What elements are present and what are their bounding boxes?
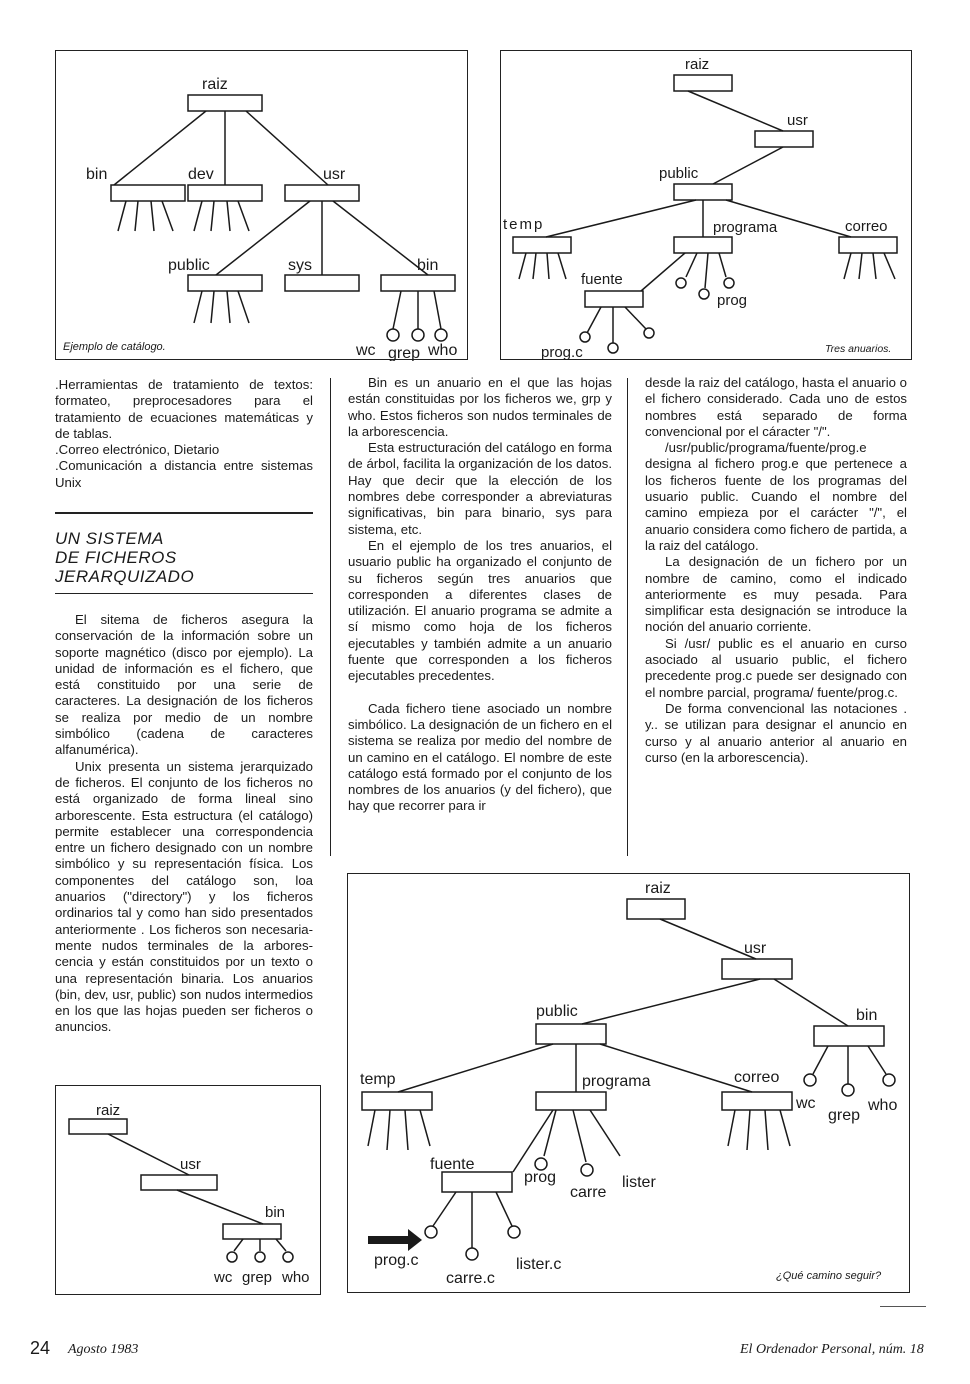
paragraph: El sitema de ficheros asegura la conservación de la información sobre un soporte magnético (disco por ejemplo). La unidad de información es el fichero, que está constituido por una serie de caracteres. La designación de los ficheros se realiza por medio de un nombre simbólico (cadena de caracteres alfanumérica). xyxy=(55,612,313,758)
leaf-label-carre-c: carre.c xyxy=(446,1270,495,1287)
leaf-label-prog: prog xyxy=(717,292,748,309)
node-label-usr: usr xyxy=(744,940,767,957)
catalog-tree-diagram xyxy=(56,51,469,361)
paragraph: De forma convencional las notaciones . y.. se utilizan para designar el anuncio en curso y al anuario anterior al anuario en curso (en la arborescencia). xyxy=(645,700,907,765)
page-number: 24 xyxy=(30,1338,51,1358)
figure-caption: ¿Qué camino seguir? xyxy=(776,1270,882,1282)
text-column-1-body xyxy=(55,612,313,1036)
leaf-label-who: who xyxy=(428,342,458,359)
node-label-sys: sys xyxy=(288,257,312,274)
node-label-raiz: raiz xyxy=(685,56,710,73)
node-label-public: public xyxy=(168,257,210,274)
node-label-programa: programa xyxy=(582,1073,651,1090)
leaf-label-lister: lister xyxy=(622,1174,656,1191)
paragraph: desde la raiz del catálogo, hasta el anuario o el fichero considerado. Cada uno de estos nombres está separado de forma convencional por el cáracter "/". xyxy=(645,375,907,439)
leaf-label-wc: wc xyxy=(214,1269,233,1286)
which-path-diagram xyxy=(348,874,911,1294)
figure-caption: Ejemplo de catálogo. xyxy=(63,341,166,353)
section-rule-top xyxy=(55,512,313,514)
node-label-raiz: raiz xyxy=(645,880,671,897)
node-label-fuente: fuente xyxy=(581,271,623,288)
leaf-label-wc: wc xyxy=(356,342,376,359)
paragraph: En el ejemplo de los tres anuarios, el usuario public ha organizado el conjunto de su ficheros según tres anuarios que corresponden a diferentes clases de utilización. El anuario programa se admite a sí mismo como hoja de los ficheros ejecutables y también admite a un anuario fuente que corresponden a los ficheros ejecutables precedentes. xyxy=(348,537,612,684)
node-label-raiz: raiz xyxy=(96,1102,121,1119)
node-label-dev: dev xyxy=(188,166,214,183)
node-label-raiz: raiz xyxy=(202,76,228,93)
three-directories-diagram xyxy=(501,51,913,361)
arrow-pointer xyxy=(368,1229,422,1251)
paragraph: Unix presenta un sistema jerarquizado de ficheros. El conjunto de los ficheros no está organizado de forma lineal sino arborescente. Esta estructura (el catálogo) permite establecer una correspondencia entre un fichero designado con un nombre simbólico y su representación física. Los componentes del catálogo son, loa anuarios ("directory") y los ficheros ordinarios tal y como han sido presentados anteriormente . Los ficheros son necesariamente nudos terminales de la arborescencia y están constituidos por un texto o una representación binaria. Los anuarios (bin, dev, usr, public) son nudos intermedios en los que las hojas pueden ser ficheros o anuncios. xyxy=(55,758,313,1035)
issue-date: Agosto 1983 xyxy=(68,1342,139,1357)
node-label-bin: bin xyxy=(86,166,108,183)
node-label-temp: temp xyxy=(503,216,545,233)
leaf-label-lister-c: lister.c xyxy=(516,1256,562,1273)
leaf-label-who: who xyxy=(282,1269,310,1286)
paragraph: Cada fichero tiene asociado un nombre simbólico. La designación de un fichero en el sistema se realiza por medio del nombre de un camino en el catálogo. El nombre de este catálogo está formado por el conjunto de los nombres de los anuarios (y del fichero), que hay que recorrer para ir xyxy=(348,700,612,814)
node-label-usr: usr xyxy=(323,166,346,183)
node-label-correo: correo xyxy=(734,1069,780,1086)
node-label-usr: usr xyxy=(787,112,808,129)
leaf-label-prog-c: prog.c xyxy=(374,1252,419,1269)
paragraph: Si /usr/ public es el anuario en curso asociado al usuario public, el fichero precedente prog.c puede ser designado con el nombre parcial, programa/ fuente/prog.c. xyxy=(645,635,907,700)
column-divider xyxy=(627,378,628,856)
section-heading: UN SISTEMA DE FICHEROS JERARQUIZADO xyxy=(55,529,195,586)
node-label-fuente: fuente xyxy=(430,1156,475,1173)
section-rule-bottom xyxy=(55,593,313,594)
node-label-public: public xyxy=(659,165,699,182)
leaf-label-prog: prog xyxy=(524,1169,557,1186)
node-label-temp: temp xyxy=(360,1071,396,1088)
text-column-2 xyxy=(348,375,612,815)
figure-path-raiz-usr-bin xyxy=(55,1085,321,1295)
node-label-usr: usr xyxy=(180,1156,201,1173)
paragraph: Bin es un anuario en el que las hojas están constituidas por los ficheros we, grp y who. Estos ficheros son nudos terminales de la arborescencia. xyxy=(348,375,612,439)
node-label-public: public xyxy=(536,1003,578,1020)
figure-which-path xyxy=(347,873,910,1293)
paragraph: La designación de un fichero por un nombre de camino, como el indicado anteriormente es muy pesada. Para simplificar esta designación se introduce la noción del anuario corriente. xyxy=(645,554,907,635)
path-tree-diagram xyxy=(56,1086,322,1296)
column-divider xyxy=(330,378,331,856)
leaf-label-prog-c: prog.c xyxy=(541,344,583,361)
text-column-3 xyxy=(645,375,907,766)
node-label-bin-usr: bin xyxy=(417,257,439,274)
leaf-label-grep: grep xyxy=(242,1269,273,1286)
leaf-label-who: who xyxy=(868,1097,898,1114)
leaf-label-grep: grep xyxy=(388,345,421,361)
node-label-correo: correo xyxy=(845,218,888,235)
node-label-programa: programa xyxy=(713,219,778,236)
figure-three-directories xyxy=(500,50,912,360)
node-label-bin: bin xyxy=(856,1007,878,1024)
magazine-name: El Ordenador Personal, núm. 18 xyxy=(740,1342,924,1357)
figure-catalog-example xyxy=(55,50,468,360)
figure-caption: Tres anuarios. xyxy=(825,343,892,355)
text-column-1-intro: .Herramientas de tratamiento de textos: formateo, preprocesadores para el tratamiento de ecuaciones matemáticas y de tablas. .Correo electrónico, Dietario .Comunicación a distancia entre sistemas Unix xyxy=(55,377,313,490)
node-label-bin: bin xyxy=(265,1204,286,1221)
paragraph: Esta estructuración del catálogo en forma de árbol, facilita la organización de los datos. Hay que decir que la elección de los nombres debe corresponder a abreviaturas significativas, bin para binario, sys para sistema, etc. xyxy=(348,440,612,537)
leaf-label-carre: carre xyxy=(570,1184,607,1201)
leaf-label-grep: grep xyxy=(828,1107,861,1124)
paragraph: /usr/public/programa/fuente/prog.e designa al fichero prog.e que pertenece a los ficheros fuente de los programas del usuario public. Cuando el nombre del camino empieza por el carácter "/", el anuario considera como fichero de partida, a la raiz del catálogo. xyxy=(645,440,907,553)
leaf-label-wc: wc xyxy=(796,1095,816,1112)
divider xyxy=(880,1306,926,1307)
